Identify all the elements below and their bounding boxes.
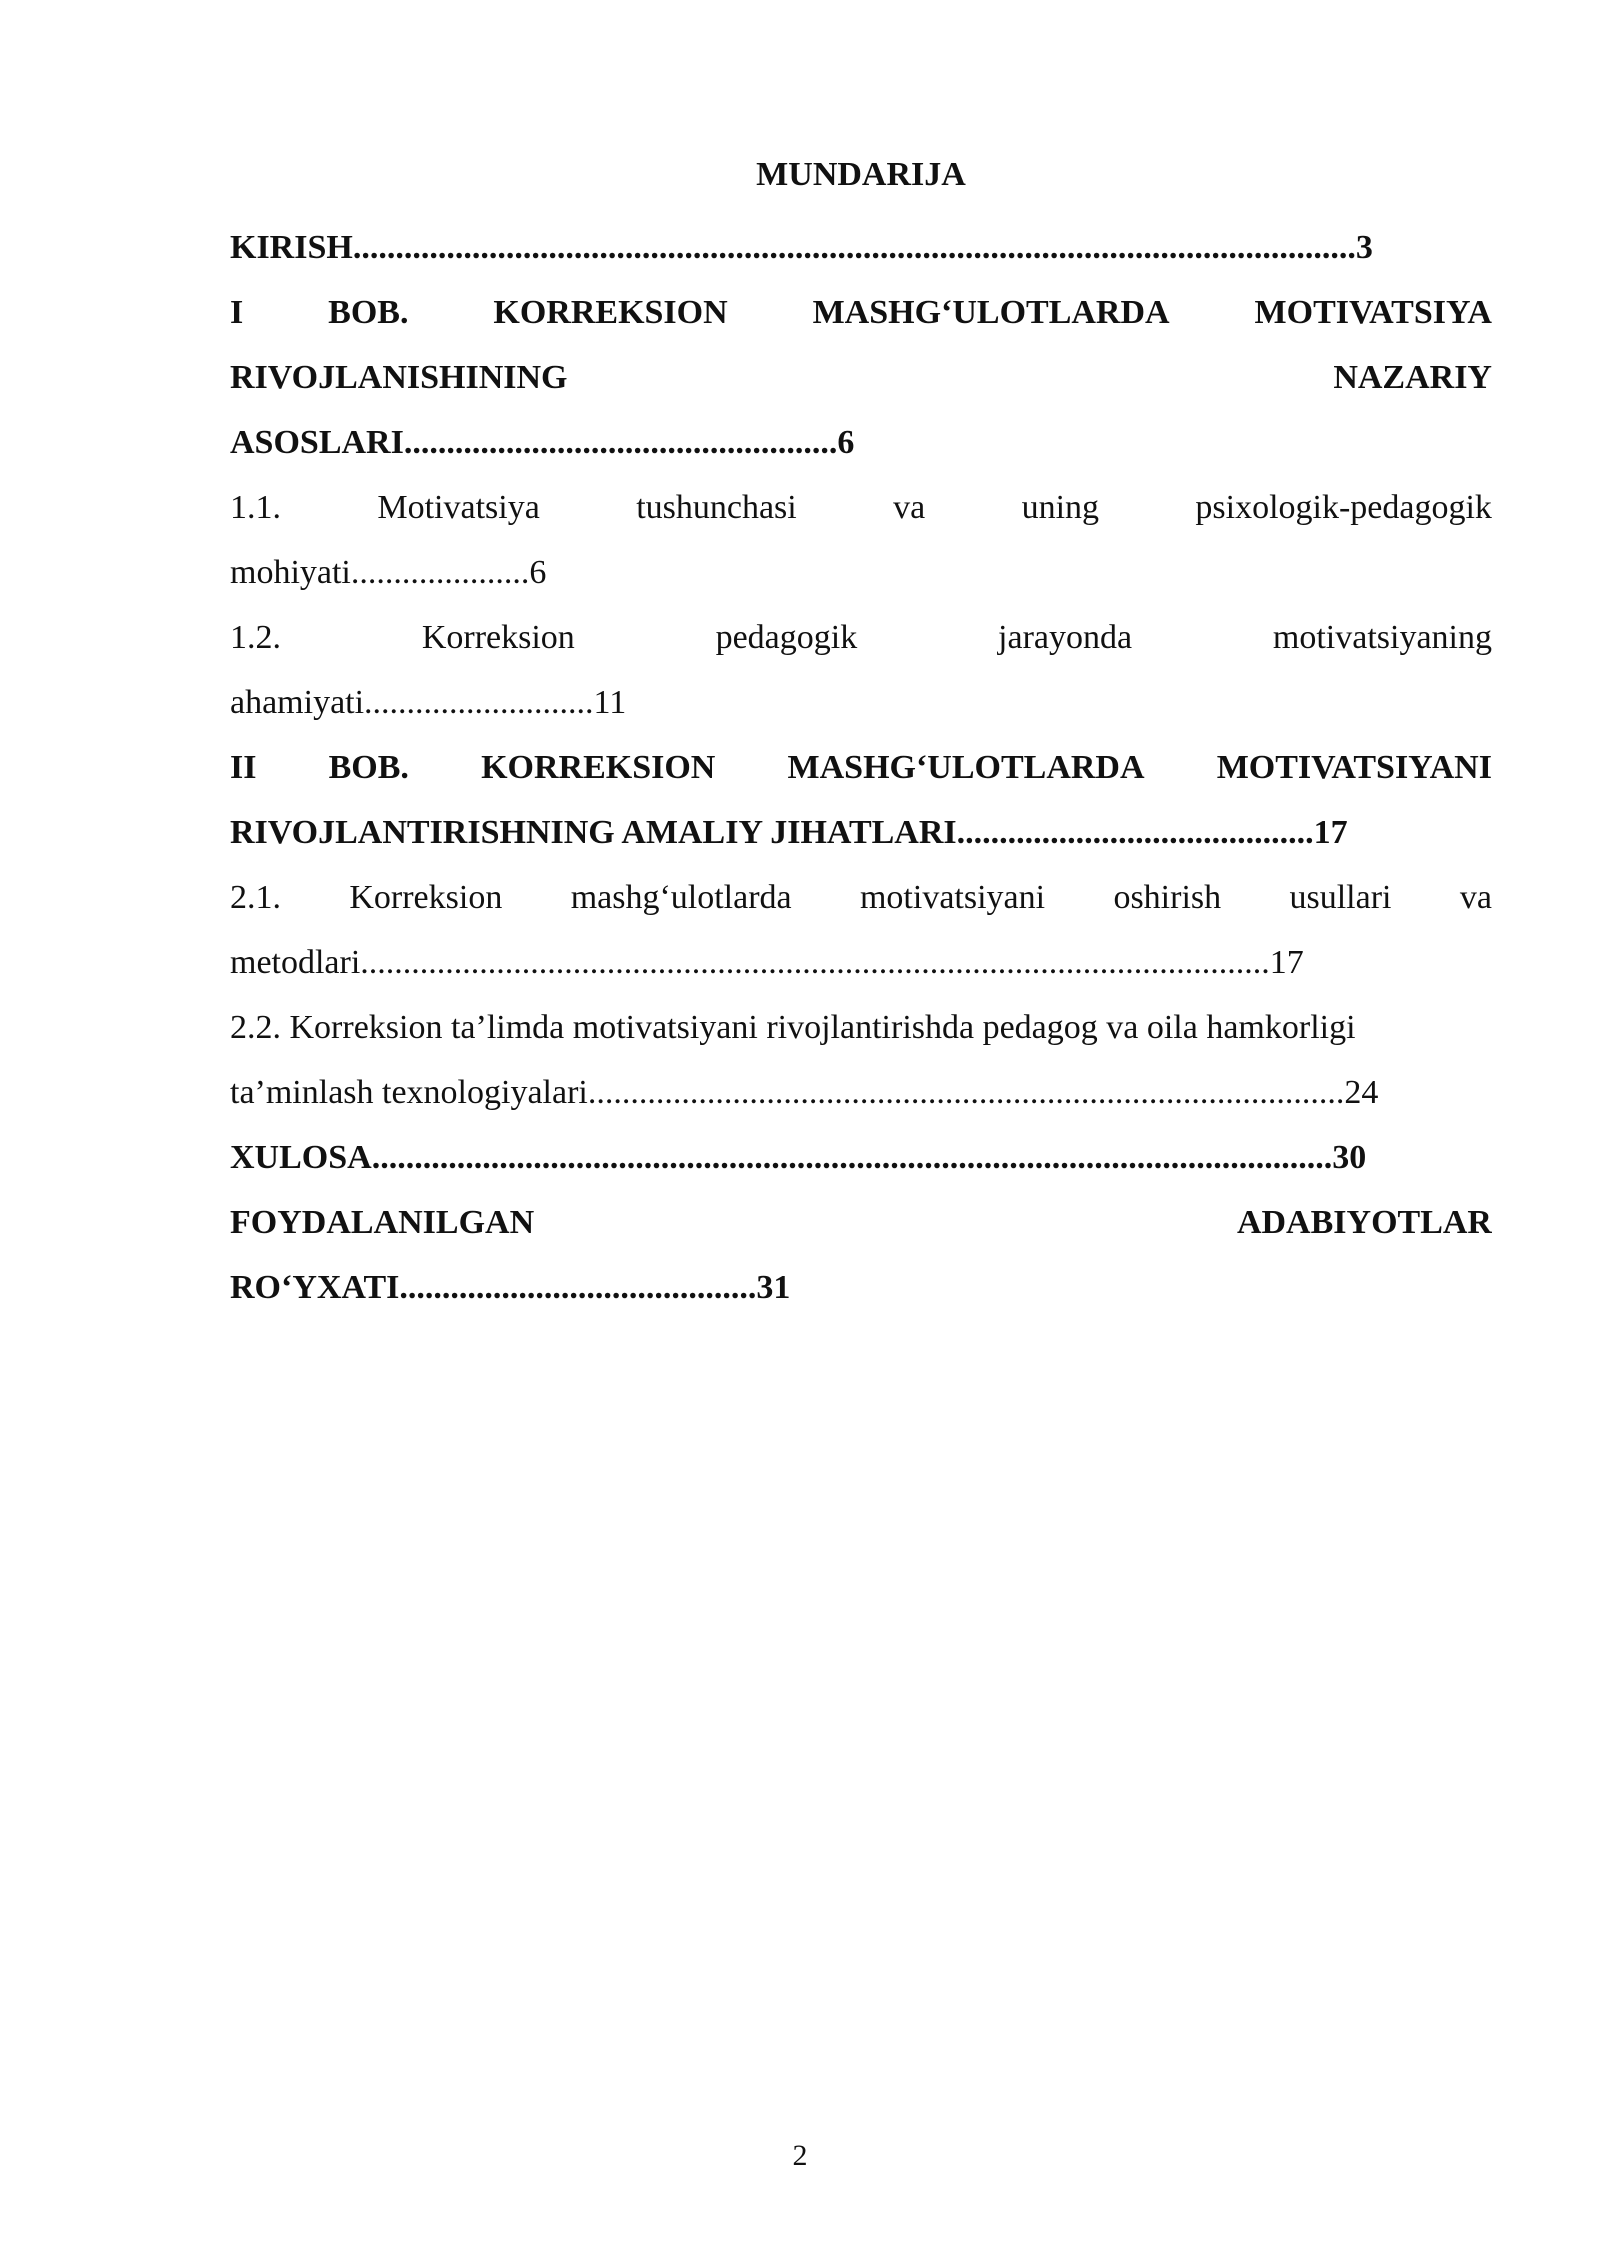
toc-word: pedagogik xyxy=(715,619,858,656)
toc-word: Motivatsiya xyxy=(377,489,540,526)
toc-chapter-2-line-1[interactable] xyxy=(230,735,1492,800)
toc-section-1-2-line-1[interactable] xyxy=(230,605,1492,670)
toc-section-1-1-line-1[interactable] xyxy=(230,475,1492,540)
toc-word: BOB. xyxy=(328,294,409,331)
toc-chapter-1-line-1[interactable] xyxy=(230,280,1492,345)
toc-word: MOTIVATSIYANI xyxy=(1216,749,1492,786)
toc-entry-conclusion[interactable]: XULOSA.................................................................................................................30 xyxy=(230,1139,1367,1176)
table-of-contents xyxy=(230,150,1492,1320)
toc-word: uning xyxy=(1021,489,1100,526)
toc-word: MASHG‘ULOTLARDA xyxy=(812,294,1170,331)
toc-entry-intro[interactable]: KIRISH......................................................................................................................3 xyxy=(230,229,1373,266)
toc-section-1-2-line-2[interactable]: ahamiyati...........................11 xyxy=(230,684,627,721)
toc-word: Korreksion xyxy=(421,619,575,656)
toc-word: NAZARIY xyxy=(1333,359,1492,396)
toc-word: KORREKSION xyxy=(493,294,728,331)
toc-word: BOB. xyxy=(328,749,409,786)
toc-word: 2.1. xyxy=(230,879,281,916)
toc-word: MOTIVATSIYA xyxy=(1254,294,1492,331)
toc-word: va xyxy=(893,489,926,526)
toc-word: motivatsiyaning xyxy=(1272,619,1492,656)
toc-section-2-2-line-2[interactable]: ta’minlash texnologiyalari.........................................................................................24 xyxy=(230,1074,1379,1111)
toc-word: psixologik-pedagogik xyxy=(1195,489,1492,526)
toc-chapter-2-line-2[interactable]: RIVOJLANTIRISHNING AMALIY JIHATLARI..........................................17 xyxy=(230,814,1348,851)
toc-word: MASHG‘ULOTLARDA xyxy=(787,749,1145,786)
toc-word: RIVOJLANISHINING xyxy=(230,359,568,396)
toc-word: ADABIYOTLAR xyxy=(1236,1204,1492,1241)
toc-section-2-2-line-1[interactable]: 2.2. Korreksion ta’limda motivatsiyani rivojlantirishda pedagog va oila hamkorligi xyxy=(230,1009,1356,1046)
toc-word: mashg‘ulotlarda xyxy=(570,879,792,916)
toc-word: jarayonda xyxy=(998,619,1133,656)
toc-section-2-1-line-1[interactable] xyxy=(230,865,1492,930)
toc-word: tushunchasi xyxy=(636,489,797,526)
toc-word: va xyxy=(1459,879,1492,916)
toc-references-line-1[interactable] xyxy=(230,1190,1492,1255)
toc-references-line-2[interactable]: RO‘YXATI..........................................31 xyxy=(230,1269,791,1306)
toc-word: 1.2. xyxy=(230,619,281,656)
toc-word: Korreksion xyxy=(349,879,503,916)
toc-word: motivatsiyani xyxy=(859,879,1046,916)
toc-word: KORREKSION xyxy=(481,749,716,786)
toc-word: oshirish xyxy=(1113,879,1222,916)
toc-word: usullari xyxy=(1289,879,1392,916)
page-title: MUNDARIJA xyxy=(756,156,966,193)
toc-word: II xyxy=(230,749,257,786)
page-number: 2 xyxy=(792,2139,808,2172)
toc-section-2-1-line-2[interactable]: metodlari...........................................................................................................17 xyxy=(230,944,1304,981)
toc-word: 1.1. xyxy=(230,489,281,526)
toc-chapter-1-line-2[interactable] xyxy=(230,345,1492,410)
toc-word: I xyxy=(230,294,244,331)
toc-chapter-1-line-3[interactable]: ASOSLARI...................................................6 xyxy=(230,424,855,461)
toc-word: FOYDALANILGAN xyxy=(230,1204,535,1241)
toc-section-1-1-line-2[interactable]: mohiyati.....................6 xyxy=(230,554,547,591)
